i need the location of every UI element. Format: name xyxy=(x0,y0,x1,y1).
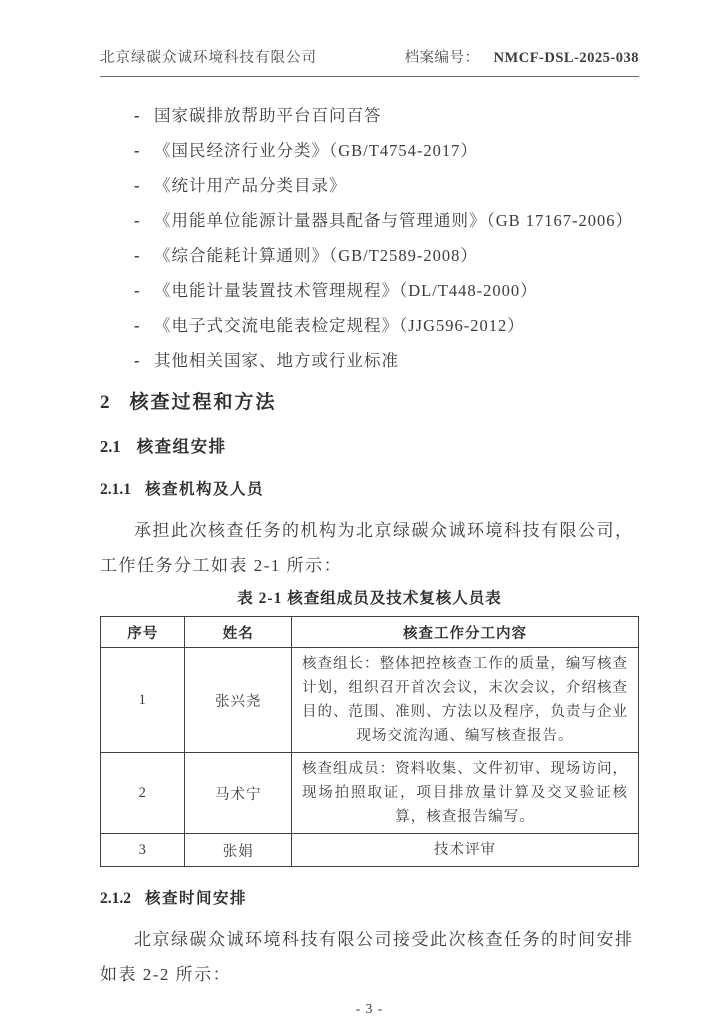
list-item-text: 《电子式交流电能表检定规程》（JJG596-2012） xyxy=(154,316,525,335)
archive-number: NMCF-DSL-2025-038 xyxy=(493,50,639,66)
section-heading-2-1-2 xyxy=(100,888,639,910)
list-item xyxy=(100,104,639,128)
bullet-dash: - xyxy=(134,351,141,370)
list-item xyxy=(100,279,639,303)
cell-name: 马术宁 xyxy=(185,753,292,834)
table-row xyxy=(101,648,639,753)
section-heading-2-1-1 xyxy=(100,479,639,501)
section-title: 核查机构及人员 xyxy=(145,481,265,498)
paragraph-org-intro xyxy=(100,513,639,583)
bullet-dash: - xyxy=(134,211,141,230)
bullet-dash: - xyxy=(134,141,141,160)
column-header-name: 姓名 xyxy=(185,617,292,648)
section-number: 2.1 xyxy=(100,437,121,456)
cell-duty: 核查组成员：资料收集、文件初审、现场访问，现场拍照取证，项目排放量计算及交叉验证核算，核查报告编写。 xyxy=(291,753,638,834)
paragraph-line: 工作任务分工如表 2-1 所示： xyxy=(100,556,343,575)
cell-duty: 技术评审 xyxy=(291,834,638,867)
section-heading-2-1 xyxy=(100,436,639,458)
table-header-row xyxy=(101,617,639,648)
bullet-dash: - xyxy=(134,281,141,300)
bullet-dash: - xyxy=(134,176,141,195)
paragraph-line: 承担此次核查任务的机构为北京绿碳众诚环境科技有限公司， xyxy=(134,521,634,540)
bullet-dash: - xyxy=(134,246,141,265)
list-item-text: 国家碳排放帮助平台百问百答 xyxy=(154,106,382,125)
table-row xyxy=(101,753,639,834)
cell-name: 张娟 xyxy=(185,834,292,867)
cell-duty: 核查组长：整体把控核查工作的质量，编写核查计划，组织召开首次会议，末次会议，介绍核查目的、范围、准则、方法以及程序，负责与企业现场交流沟通、编写核查报告。 xyxy=(291,648,638,753)
list-item-text: 《用能单位能源计量器具配备与管理通则》（GB 17167-2006） xyxy=(154,211,634,230)
members-table xyxy=(100,616,639,867)
paragraph-line: 北京绿碳众诚环境科技有限公司接受此次核查任务的时间安排 xyxy=(134,930,634,949)
reference-standards-list xyxy=(100,104,639,373)
section-number: 2.1.2 xyxy=(100,890,131,907)
table-caption: 表 2-1 核查组成员及技术复核人员表 xyxy=(237,590,502,607)
company-name: 北京绿碳众诚环境科技有限公司 xyxy=(100,50,317,66)
paragraph-line: 如表 2-2 所示： xyxy=(100,965,232,984)
cell-no: 1 xyxy=(101,648,185,753)
list-item xyxy=(100,349,639,373)
column-header-duty: 核查工作分工内容 xyxy=(291,617,638,648)
list-item-text: 《综合能耗计算通则》（GB/T2589-2008） xyxy=(154,246,478,265)
list-item-text: 其他相关国家、地方或行业标准 xyxy=(154,351,399,370)
cell-no: 2 xyxy=(101,753,185,834)
list-item-text: 《电能计量装置技术管理规程》（DL/T448-2000） xyxy=(154,281,538,300)
bullet-dash: - xyxy=(134,316,141,335)
section-number: 2.1.1 xyxy=(100,481,131,498)
cell-no: 3 xyxy=(101,834,185,867)
section-title: 核查时间安排 xyxy=(145,890,248,907)
list-item xyxy=(100,174,639,198)
list-item xyxy=(100,139,639,163)
cell-name: 张兴尧 xyxy=(185,648,292,753)
paragraph-time-intro xyxy=(100,922,639,992)
archive-label: 档案编号： xyxy=(404,50,480,66)
list-item-text: 《统计用产品分类目录》 xyxy=(154,176,347,195)
list-item xyxy=(100,209,639,233)
section-number: 2 xyxy=(100,392,110,413)
table-row xyxy=(101,834,639,867)
section-title: 核查组安排 xyxy=(136,437,227,456)
list-item xyxy=(100,244,639,268)
page-number: - 3 - xyxy=(355,1001,384,1016)
section-heading-2 xyxy=(100,391,639,415)
archive-number-field xyxy=(405,46,639,67)
page-header xyxy=(100,46,639,77)
column-header-no: 序号 xyxy=(101,617,185,648)
bullet-dash: - xyxy=(134,106,141,125)
list-item xyxy=(100,314,639,338)
section-title: 核查过程和方法 xyxy=(129,392,277,413)
list-item-text: 《国民经济行业分类》（GB/T4754-2017） xyxy=(154,141,478,160)
